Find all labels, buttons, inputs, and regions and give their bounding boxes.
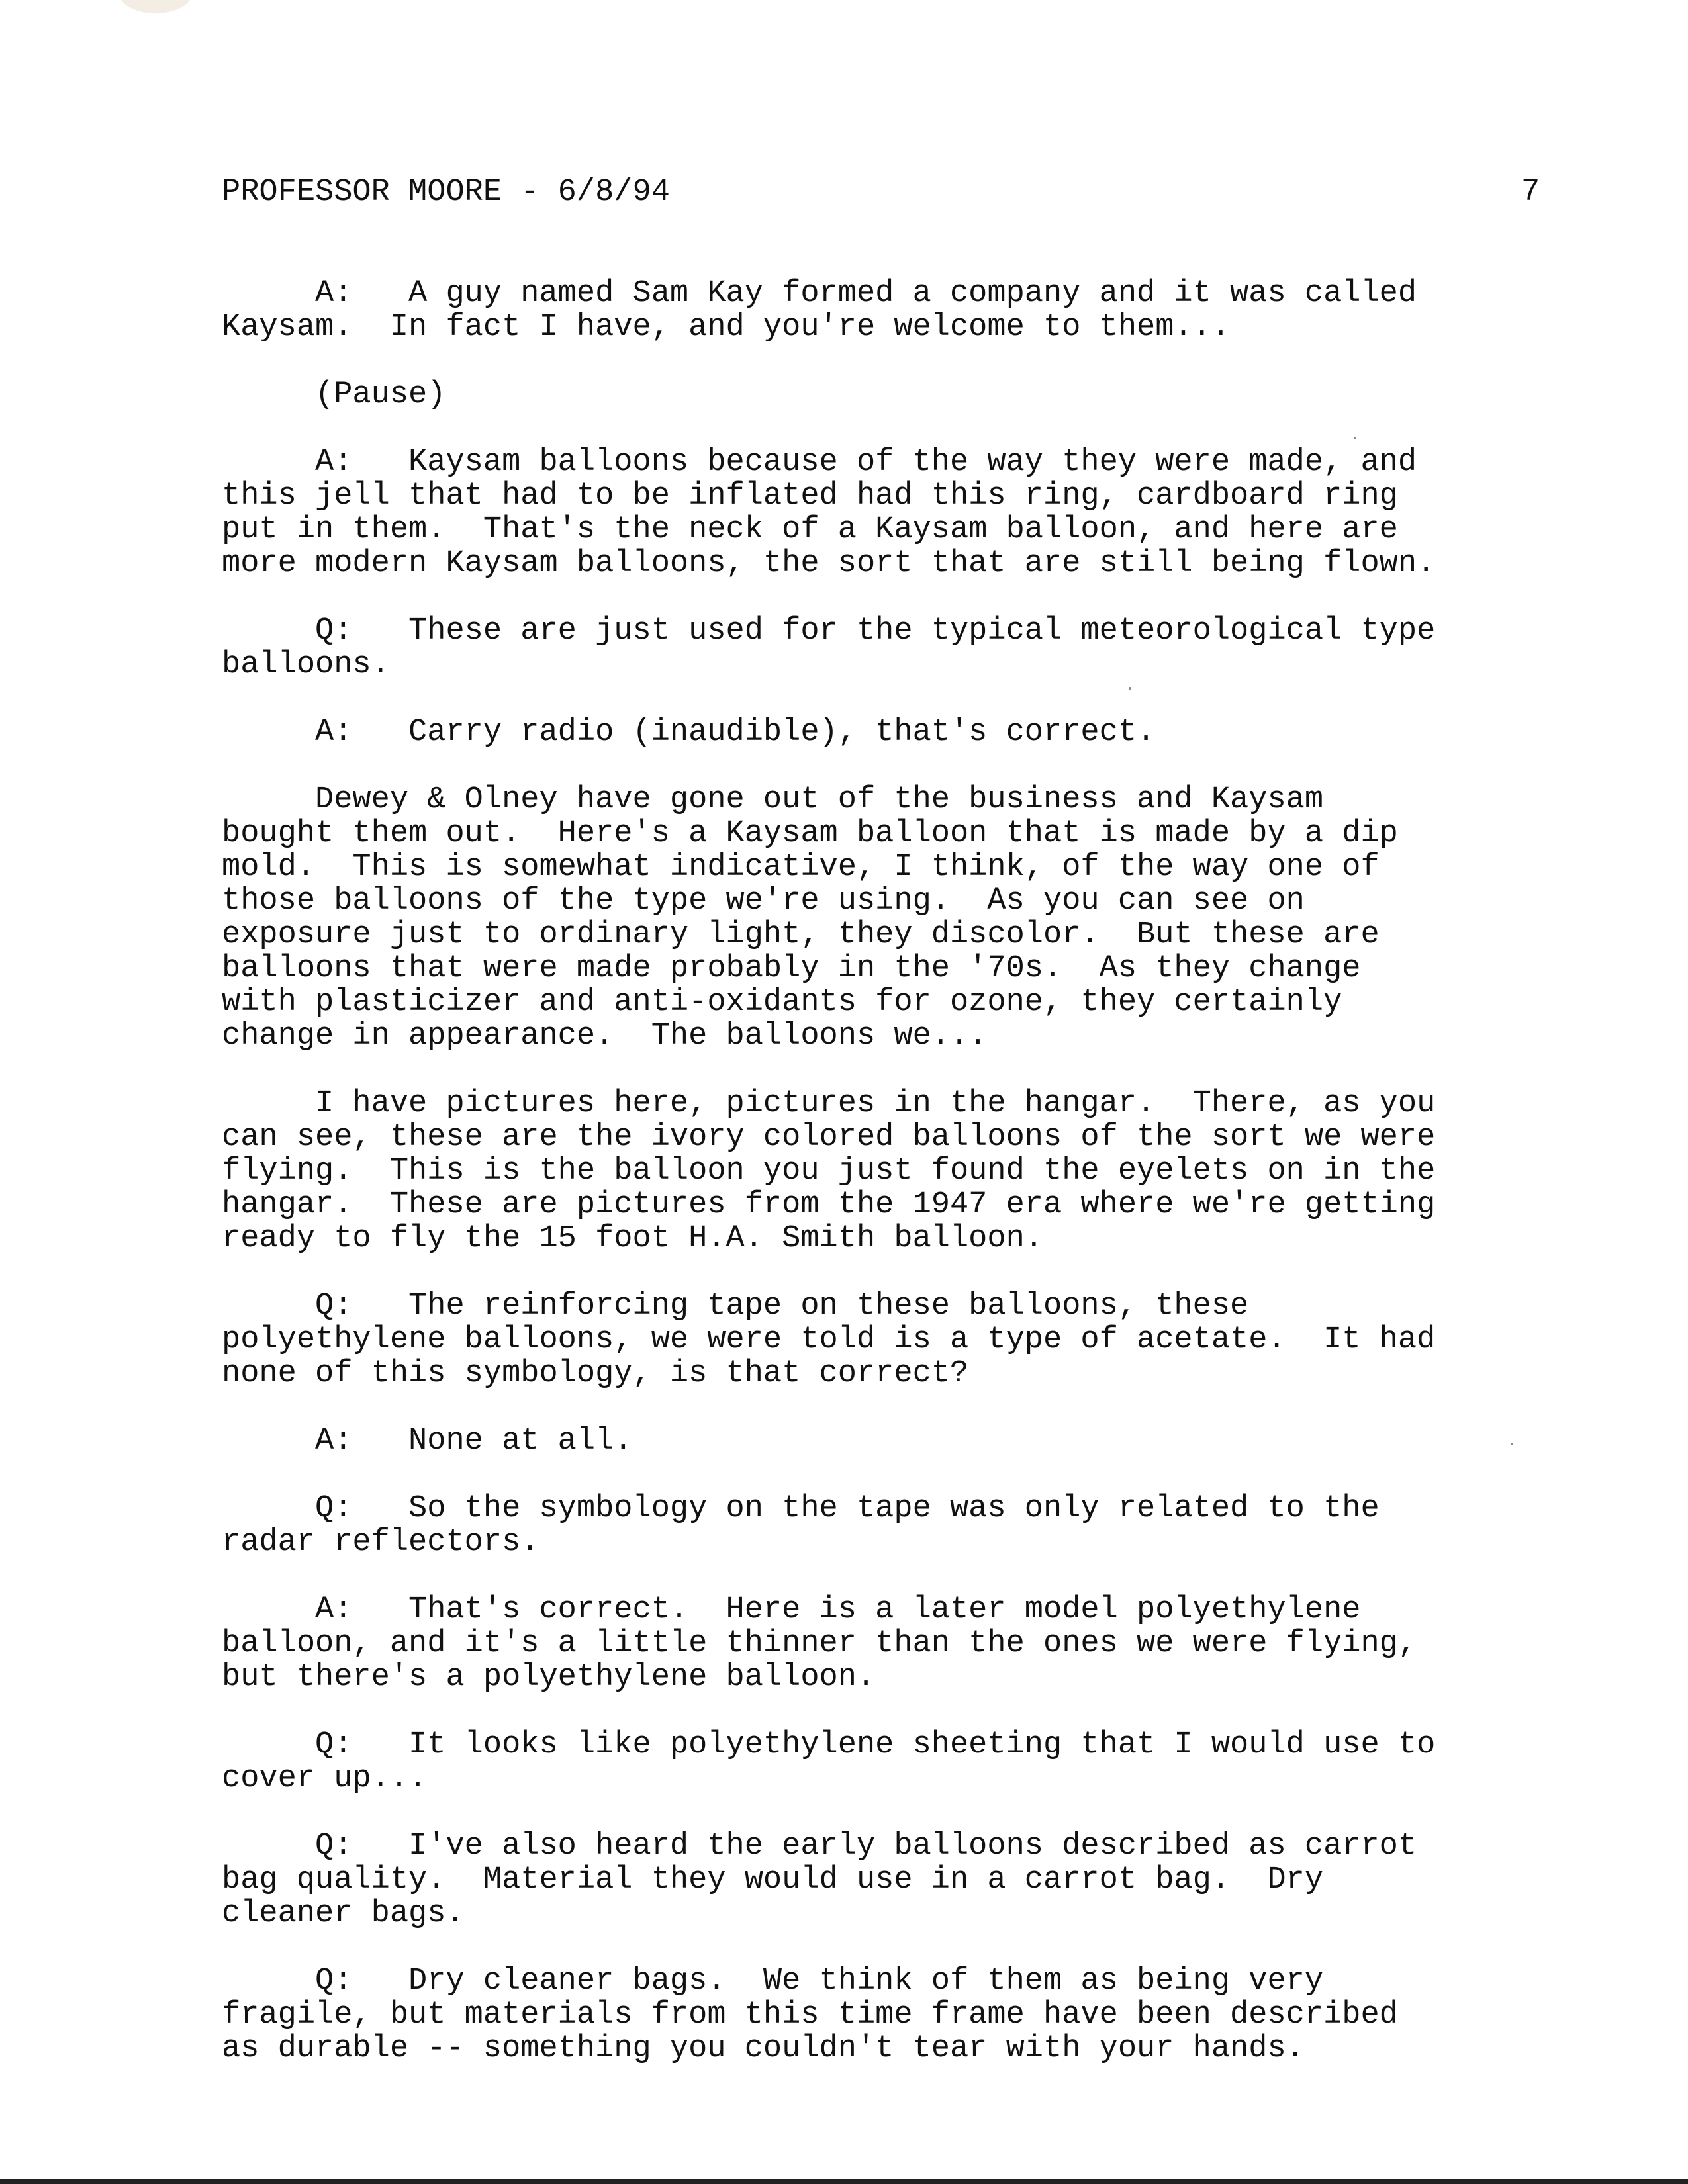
paragraph-5: A: Carry radio (inaudible), that's correct. bbox=[222, 715, 1156, 750]
paragraph-7: I have pictures here, pictures in the hangar. There, as you can see, these are the ivory colored balloons of the sort we were flying. This is the balloon you just found the eyelets on in the hangar. These are pictures from the 1947 era where we're getting ready to fly the 15 foot H.A. Smith balloon. bbox=[222, 1086, 1436, 1256]
paragraph-2: (Pause) bbox=[222, 377, 446, 412]
scan-speck bbox=[1354, 437, 1356, 439]
paragraph-11: A: That's correct. Here is a later model polyethylene balloon, and it's a little thinner than the ones we were flying, but there's a polyethylene balloon. bbox=[222, 1592, 1417, 1695]
paper-stain-mark bbox=[119, 0, 192, 13]
page-number: 7 bbox=[1521, 175, 1540, 210]
paragraph-3: A: Kaysam balloons because of the way they were made, and this jell that had to be inflated had this ring, cardboard ring put in them. That's the neck of a Kaysam balloon, and here are more modern Kaysam balloons, the sort that are still being flown. bbox=[222, 445, 1436, 581]
paragraph-10: Q: So the symbology on the tape was only related to the radar reflectors. bbox=[222, 1491, 1380, 1560]
header-title: PROFESSOR MOORE - 6/8/94 bbox=[222, 175, 670, 210]
paragraph-1: A: A guy named Sam Kay formed a company and it was called Kaysam. In fact I have, and you're welcome to them... bbox=[222, 276, 1417, 345]
transcript-body bbox=[222, 277, 1546, 2099]
paragraph-4: Q: These are just used for the typical meteorological type balloons. bbox=[222, 614, 1436, 682]
scan-speck bbox=[1511, 1443, 1513, 1445]
paragraph-9: A: None at all. bbox=[222, 1424, 633, 1459]
paragraph-8: Q: The reinforcing tape on these balloons, these polyethylene balloons, we were told is a type of acetate. It had none of this symbology, is that correct? bbox=[222, 1289, 1436, 1391]
paragraph-13: Q: I've also heard the early balloons described as carrot bag quality. Material they would use in a carrot bag. Dry cleaner bags. bbox=[222, 1829, 1417, 1931]
scan-bottom-edge bbox=[0, 2179, 1688, 2184]
paragraph-14: Q: Dry cleaner bags. We think of them as being very fragile, but materials from this time frame have been described as durable -- something you couldn't tear with your hands. bbox=[222, 1964, 1398, 2066]
paragraph-6: Dewey & Olney have gone out of the business and Kaysam bought them out. Here's a Kaysam balloon that is made by a dip mold. This is somewhat indicative, I think, of the way one of those balloons of the type we're using. As you can see on exposure just to ordinary light, they discolor. But these are balloons that were made probably in the '70s. As they change with plasticizer and anti-oxidants for ozone, they certainly change in appearance. The balloons we... bbox=[222, 782, 1398, 1054]
scan-speck bbox=[1129, 687, 1131, 690]
paragraph-12: Q: It looks like polyethylene sheeting that I would use to cover up... bbox=[222, 1727, 1436, 1796]
